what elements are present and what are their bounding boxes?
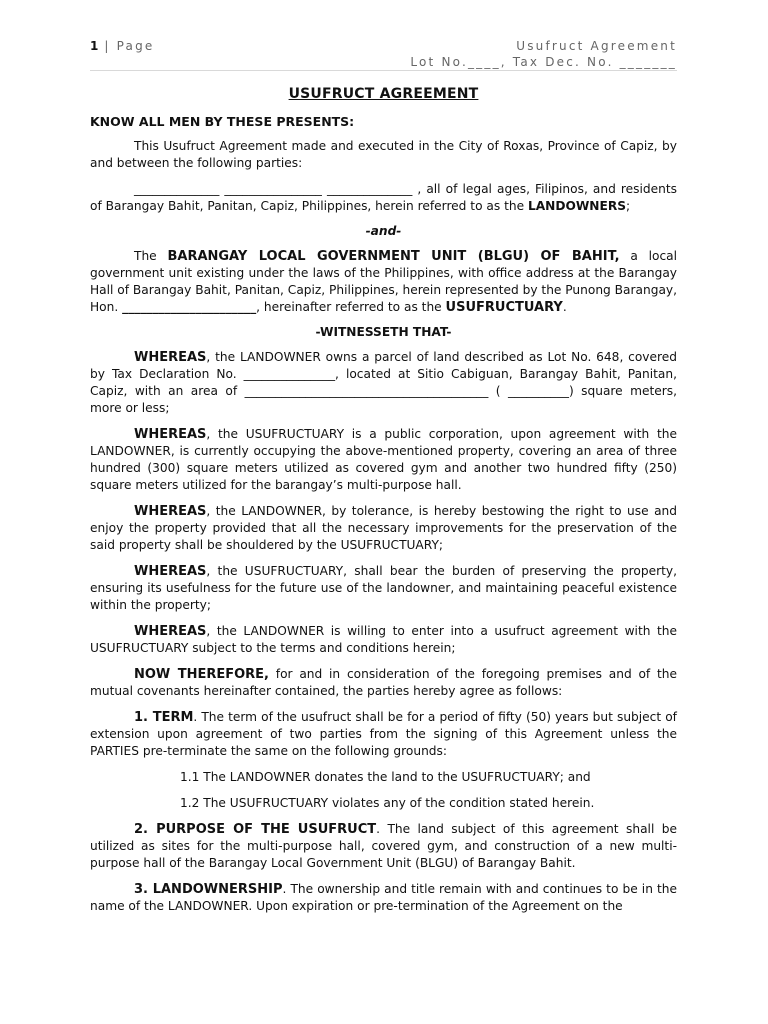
landowners-label: LANDOWNERS — [527, 199, 626, 213]
landowners-text: ______________ ________________ ______________ , all of legal ages, Filipinos, and residents of Barangay Bahit, Panitan, Capiz, Philippines, herein referred to as the — [90, 182, 677, 213]
whereas-2 — [90, 426, 677, 494]
term-subclause-2: 1.2 The USUFRUCTUARY violates any of the condition stated herein. — [180, 796, 595, 810]
document-title: USUFRUCT AGREEMENT — [288, 86, 479, 102]
and-text: -and- — [365, 224, 402, 238]
punong-barangay-blank: ______________________ — [122, 300, 257, 314]
whereas-text: , the USUFRUCTUARY is a public corporation, upon agreement with the LANDOWNER, is currently occupying the above-mentioned property, covering an area of three hundred (300) square meters utilized as covered gym and another two hundred fifty (250) square meters utilized for the barangay’s multi-purpose hall. — [90, 427, 677, 492]
landownership-label: 3. LANDOWNERSHIP — [134, 882, 283, 897]
term-subclause-1: 1.1 The LANDOWNER donates the land to the USUFRUCTUARY; and — [180, 770, 591, 784]
whereas-label: WHEREAS — [134, 564, 207, 579]
blgu-name: BARANGAY LOCAL GOVERNMENT UNIT (BLGU) OF BAHIT, — [167, 249, 620, 264]
whereas-1 — [90, 349, 677, 417]
blgu-text2: , hereinafter referred to as the — [256, 300, 446, 314]
blgu-text: a local government unit existing under the laws of the Philippines, with office address at the Barangay Hall of Barangay Bahit, Panitan, Capiz, Philippines, herein represented by the Punong Barangay, Hon. — [90, 249, 677, 314]
page-header — [90, 36, 677, 71]
purpose-clause — [90, 821, 677, 872]
blgu-pre: The — [134, 249, 168, 263]
usufructuary-label: USUFRUCTUARY — [445, 300, 563, 315]
now-therefore-label: NOW THEREFORE, — [134, 667, 269, 682]
now-therefore-text: for and in consideration of the foregoing premises and of the mutual covenants hereinafter contained, the parties hereby agree as follows: — [90, 667, 677, 698]
page-number-value: 1 — [90, 39, 99, 53]
and-separator — [90, 223, 677, 240]
whereas-label: WHEREAS — [134, 624, 207, 639]
landowners-paragraph — [90, 181, 677, 215]
whereas-5 — [90, 623, 677, 657]
whereas-4 — [90, 563, 677, 614]
term-text: . The term of the usufruct shall be for a period of fifty (50) years but subject of extension upon agreement of two parties from the signing of this Agreement unless the PARTIES pre-terminate the same on the following grounds: — [90, 710, 677, 758]
term-clause — [90, 709, 677, 760]
blgu-paragraph — [90, 248, 677, 316]
header-doc-title: Usufruct Agreement — [516, 39, 677, 53]
document-page — [90, 36, 677, 915]
whereas-text: , the LANDOWNER owns a parcel of land described as Lot No. 648, covered by Tax Declaration No. _______________, located at Sitio Cabiguan, Barangay Bahit, Panitan, Capiz, with an area of ________________________________________ ( __________) square meters, more or less; — [90, 350, 677, 415]
page-label: | Page — [98, 39, 155, 53]
whereas-text: , the USUFRUCTUARY, shall bear the burden of preserving the property, ensuring its usefulness for the future use of the landowner, and maintaining peaceful existence within the property; — [90, 564, 677, 612]
term-label: 1. TERM — [134, 710, 194, 725]
landowners-end: ; — [626, 199, 631, 213]
landownership-text: . The ownership and title remain with and continues to be in the name of the LANDOWNER. Upon expiration or pre-termination of the Agreement on the — [90, 882, 677, 913]
whereas-label: WHEREAS — [134, 427, 207, 442]
now-therefore-paragraph — [90, 666, 677, 700]
whereas-text: , the LANDOWNER, by tolerance, is hereby bestowing the right to use and enjoy the property provided that all the necessary improvements for the preservation of the said property shall be shouldered by the USUFRUCTUARY; — [90, 504, 677, 552]
header-lot-line: Lot No.____, Tax Dec. No. _______ — [410, 55, 677, 69]
know-all-men-heading: KNOW ALL MEN BY THESE PRESENTS: — [90, 114, 355, 129]
whereas-3 — [90, 503, 677, 554]
whereas-label: WHEREAS — [134, 350, 207, 365]
intro-paragraph: This Usufruct Agreement made and executed in the City of Roxas, Province of Capiz, by and between the following parties: — [90, 139, 677, 170]
page-number — [90, 39, 154, 53]
blgu-end: . — [562, 300, 567, 314]
whereas-label: WHEREAS — [134, 504, 207, 519]
landownership-clause — [90, 881, 677, 915]
purpose-text: . The land subject of this agreement shall be utilized as sites for the multi-purpose hall, covered gym, and construction of a new multi-purpose hall of the Barangay Local Government Unit (BLGU) of Barangay Bahit. — [90, 822, 677, 870]
purpose-label: 2. PURPOSE OF THE USUFRUCT — [134, 822, 377, 837]
whereas-text: , the LANDOWNER is willing to enter into a usufruct agreement with the USUFRUCTUARY subject to the terms and conditions herein; — [90, 624, 677, 655]
witnesseth-heading: -WITNESSETH THAT- — [315, 325, 452, 339]
